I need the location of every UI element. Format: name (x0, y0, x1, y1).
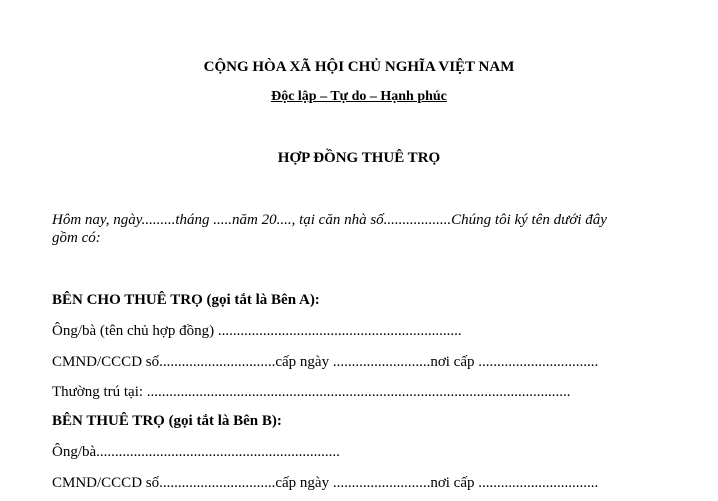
party-a-id-line: CMND/CCCD số...............................cấp ngày ..........................nơi cấp ................................ (52, 354, 599, 370)
intro-line-2: gồm có: (52, 230, 101, 246)
national-motto: Độc lập – Tự do – Hạnh phúc (271, 89, 447, 104)
party-b-name-line: Ông/bà................................................................. (52, 444, 340, 460)
party-a-residence-line: Thường trú tại: ................................................................................................................. (52, 384, 571, 400)
party-a-heading: BÊN CHO THUÊ TRỌ (gọi tắt là Bên A): (52, 292, 320, 308)
intro-line-1: Hôm nay, ngày.........tháng .....năm 20...., tại căn nhà số..................Chúng tôi ký tên dưới đây (52, 212, 607, 228)
contract-title: HỢP ĐỒNG THUÊ TRỌ (277, 150, 441, 166)
national-title: CỘNG HÒA XÃ HỘI CHỦ NGHĨA VIỆT NAM (203, 59, 515, 75)
party-a-name-line: Ông/bà (tên chủ hợp đồng) ................................................................. (52, 323, 462, 339)
party-b-id-line: CMND/CCCD số...............................cấp ngày ..........................nơi cấp ................................ (52, 475, 599, 491)
party-b-heading: BÊN THUÊ TRỌ (gọi tắt là Bên B): (52, 413, 282, 429)
